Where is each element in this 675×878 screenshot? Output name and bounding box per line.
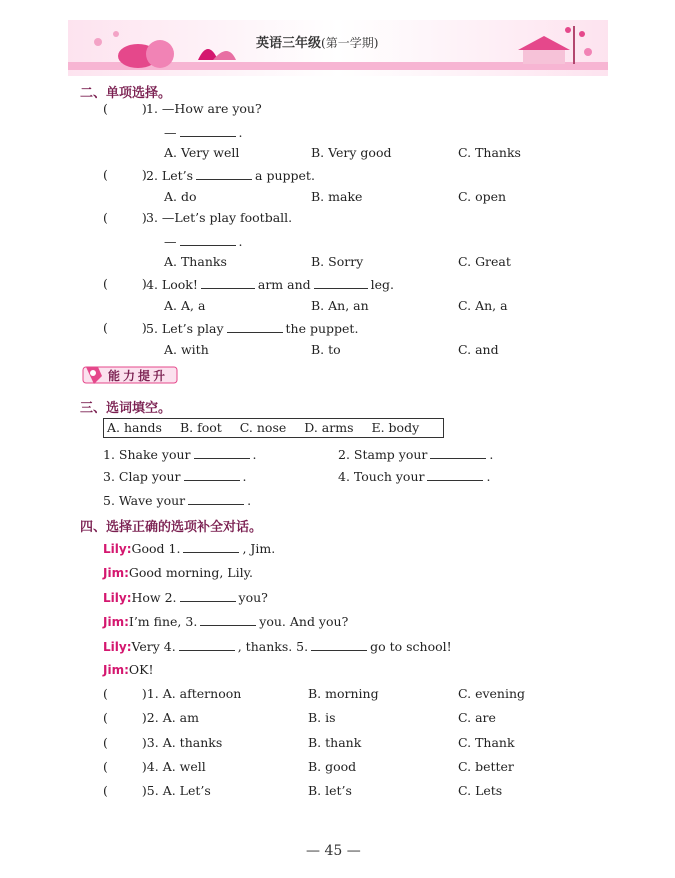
choice-1-b: B. morning	[308, 686, 379, 701]
answer-blank[interactable]	[183, 540, 239, 553]
header-banner	[68, 20, 608, 76]
fill-item-2: 2. Stamp your .	[338, 447, 494, 462]
answer-blank[interactable]	[179, 638, 235, 651]
ability-banner	[80, 364, 180, 386]
q5-paren: ( )	[103, 320, 147, 335]
word-option: C. nose	[239, 420, 287, 435]
word-option: E. body	[371, 420, 420, 435]
q1-option-b: B. Very good	[311, 145, 392, 160]
choice-3-c: C. Thank	[458, 735, 515, 750]
dialogue-line-1: Lily:Good 1. , Jim.	[103, 541, 276, 556]
answer-blank[interactable]	[430, 446, 486, 459]
choice-4-c: C. better	[458, 759, 514, 774]
choice-3-b: B. thank	[308, 735, 362, 750]
dialogue-line-5: Lily:Very 4. , thanks. 5. go to school!	[103, 639, 452, 654]
header-title: 英语三年级	[256, 36, 322, 51]
choice-2-b: B. is	[308, 710, 336, 725]
dialogue-line-6: Jim:OK!	[103, 662, 154, 677]
section4-heading: 四、选择正确的选项补全对话。	[80, 520, 263, 535]
q4-option-a: A. A, a	[164, 298, 206, 313]
answer-blank[interactable]	[314, 276, 368, 289]
answer-blank[interactable]	[201, 276, 255, 289]
header-title-wrap	[256, 32, 378, 51]
answer-blank[interactable]	[427, 468, 483, 481]
q4-paren: ( )	[103, 276, 147, 291]
house-decoration-icon	[523, 48, 565, 64]
q4-option-c: C. An, a	[458, 298, 508, 313]
word-option: D. arms	[304, 420, 354, 435]
answer-blank[interactable]	[311, 638, 367, 651]
choice-paren: ( )1. A. afternoon	[103, 686, 242, 701]
q2-stem: 2. Let’s a puppet.	[146, 168, 315, 183]
answer-blank[interactable]	[188, 492, 244, 505]
q4-option-b: B. An, an	[311, 298, 369, 313]
q3-option-b: B. Sorry	[311, 254, 364, 269]
choice-5-b: B. let’s	[308, 783, 352, 798]
q3-reply: — .	[164, 234, 243, 249]
q5-option-b: B. to	[311, 342, 341, 357]
choice-5-c: C. Lets	[458, 783, 503, 798]
q3-stem: 3. —Let’s play football.	[146, 210, 293, 225]
answer-blank[interactable]	[180, 589, 236, 602]
dialogue-line-2: Jim:Good morning, Lily.	[103, 565, 253, 580]
choice-paren: ( )5. A. Let’s	[103, 783, 211, 798]
fill-item-1: 1. Shake your .	[103, 447, 257, 462]
q2-paren: ( )	[103, 167, 147, 182]
fill-item-3: 3. Clap your .	[103, 469, 247, 484]
fill-item-5: 5. Wave your .	[103, 493, 252, 508]
page-number: — 45 —	[306, 843, 361, 859]
q5-option-a: A. with	[164, 342, 209, 357]
section3-heading: 三、选词填空。	[80, 401, 172, 416]
ability-label: 能力提升	[108, 369, 169, 383]
dialogue-line-4: Jim:I’m fine, 3. you. And you?	[103, 614, 349, 629]
answer-blank[interactable]	[200, 613, 256, 626]
q2-option-c: C. open	[458, 189, 507, 204]
q3-paren: ( )	[103, 210, 147, 225]
answer-blank[interactable]	[180, 124, 236, 137]
q3-option-a: A. Thanks	[164, 254, 227, 269]
word-bank	[103, 418, 444, 438]
q2-option-a: A. do	[164, 189, 197, 204]
q2-option-b: B. make	[311, 189, 363, 204]
choice-paren: ( )2. A. am	[103, 710, 199, 725]
choice-paren: ( )4. A. well	[103, 759, 206, 774]
dialogue-line-3: Lily:How 2. you?	[103, 590, 268, 605]
choice-4-b: B. good	[308, 759, 357, 774]
q1-reply: — .	[164, 125, 243, 140]
answer-blank[interactable]	[184, 468, 240, 481]
answer-blank[interactable]	[196, 167, 252, 180]
answer-blank[interactable]	[227, 320, 283, 333]
q5-option-c: C. and	[458, 342, 499, 357]
q5-stem: 5. Let’s play the puppet.	[146, 321, 359, 336]
fill-item-4: 4. Touch your .	[338, 469, 491, 484]
q1-option-a: A. Very well	[164, 145, 240, 160]
q1-paren: ( )	[103, 101, 147, 116]
answer-blank[interactable]	[180, 233, 236, 246]
q1-stem: 1. —How are you?	[146, 101, 262, 116]
word-option: B. foot	[179, 420, 222, 435]
choice-1-c: C. evening	[458, 686, 526, 701]
choice-paren: ( )3. A. thanks	[103, 735, 223, 750]
q4-stem: 4. Look! arm and leg.	[146, 277, 395, 292]
q1-option-c: C. Thanks	[458, 145, 521, 160]
word-option: A. hands	[107, 420, 162, 435]
answer-blank[interactable]	[194, 446, 250, 459]
header-subtitle: (第一学期)	[321, 36, 379, 50]
choice-2-c: C. are	[458, 710, 496, 725]
q3-option-c: C. Great	[458, 254, 511, 269]
section2-heading: 二、单项选择。	[80, 86, 172, 101]
